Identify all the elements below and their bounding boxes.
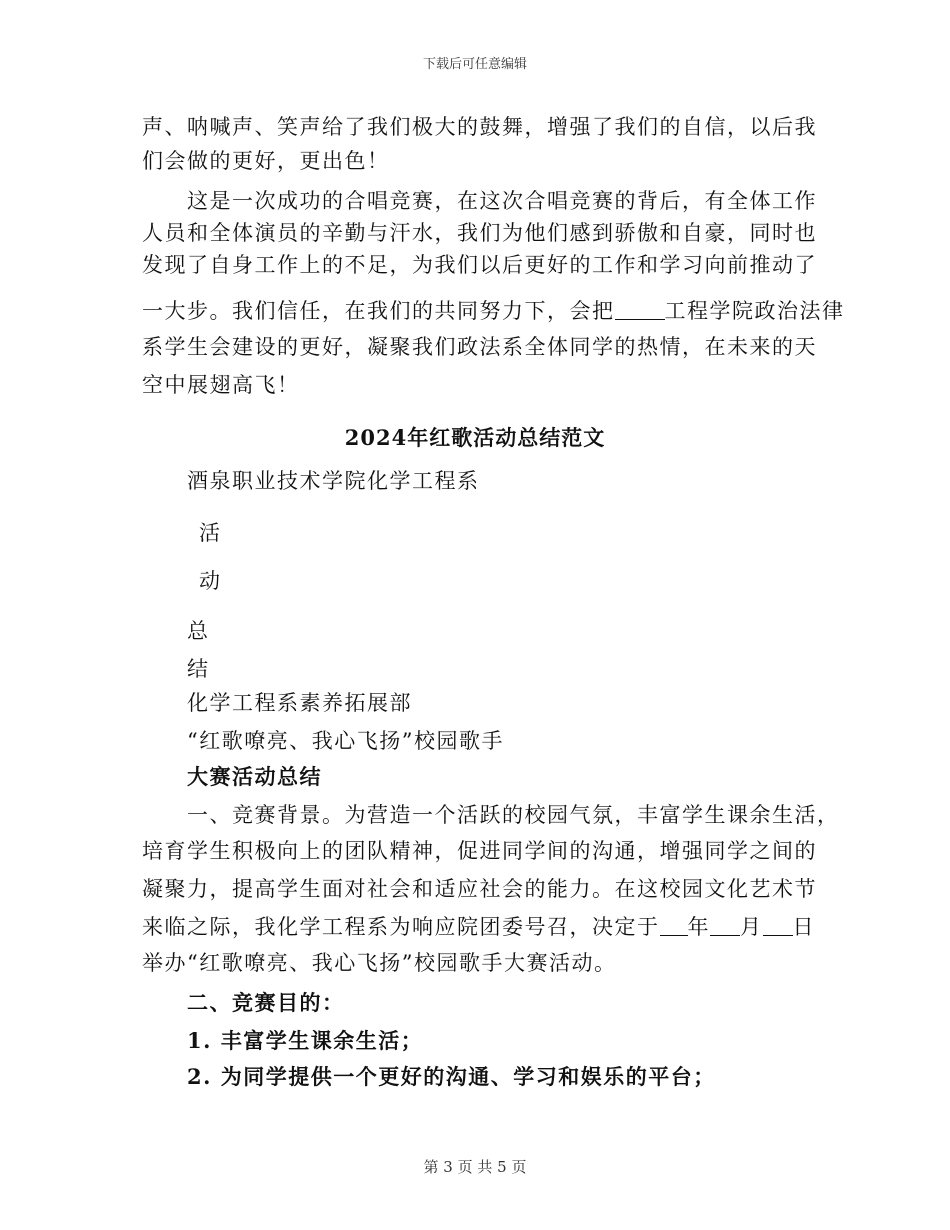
body-line: 凝聚力，提高学生面对社会和适应社会的能力。在这校园文化艺术节 [142,877,817,901]
cover-char: 活 [199,521,222,545]
body-text: 日 [792,915,815,939]
body-line [142,296,845,326]
body-line: 一、竞赛背景。为营造一个活跃的校园气氛，丰富学生课余生活， [187,803,840,827]
body-line: 人员和全体演员的辛勤与汗水，我们为他们感到骄傲和自豪，同时也 [142,221,817,245]
body-line: 声、呐喊声、笑声给了我们极大的鼓舞，增强了我们的自信，以后我 [142,115,817,139]
body-text: 工程学院政治法律 [664,299,845,323]
body-line: 这是一次成功的合唱竞赛，在这次合唱竞赛的背后，有全体工作 [187,189,817,213]
body-line: 举办“红歌嘹亮、我心飞扬”校园歌手大赛活动。 [142,951,617,975]
body-line: 培育学生积极向上的团队精神，促进同学间的沟通，增强同学之间的 [142,839,817,863]
body-line: 们会做的更好，更出色！ [142,149,390,173]
fill-blank [710,913,740,936]
body-text: 一大步。我们信任，在我们的共同努力下，会把 [142,299,615,323]
body-line [142,912,815,942]
page-number: 第 3 页 共 5 页 [423,1158,527,1176]
cover-school: 酒泉职业技术学院化学工程系 [187,469,480,493]
cover-char: 结 [187,657,210,681]
cover-event: “红歌嘹亮、我心飞扬”校园歌手 [187,729,504,753]
body-line: 发现了自身工作上的不足，为我们以后更好的工作和学习向前推动了 [142,253,817,277]
cover-dept: 化学工程系素养拓展部 [187,691,412,715]
fill-blank [615,297,665,320]
cover-char: 动 [199,569,222,593]
list-item: 2. 为同学提供一个更好的沟通、学习和娱乐的平台； [187,1064,716,1089]
body-text: 来临之际，我化学工程系为响应院团委号召，决定于 [142,915,660,939]
fill-blank [660,913,688,936]
body-text: 年 [687,915,710,939]
cover-summary: 大赛活动总结 [187,764,322,789]
cover-char: 总 [187,619,210,643]
fill-blank [763,913,793,936]
body-text: 月 [740,915,763,939]
section-heading: 二、竞赛目的： [187,990,345,1015]
document-title: 2024年红歌活动总结范文 [344,425,606,450]
body-line: 空中展翅高飞！ [142,373,300,397]
list-item: 1. 丰富学生课余生活； [187,1028,424,1053]
body-line: 系学生会建设的更好，凝聚我们政法系全体同学的热情，在未来的天 [142,335,817,359]
page-header-note: 下载后可任意编辑 [422,57,527,72]
